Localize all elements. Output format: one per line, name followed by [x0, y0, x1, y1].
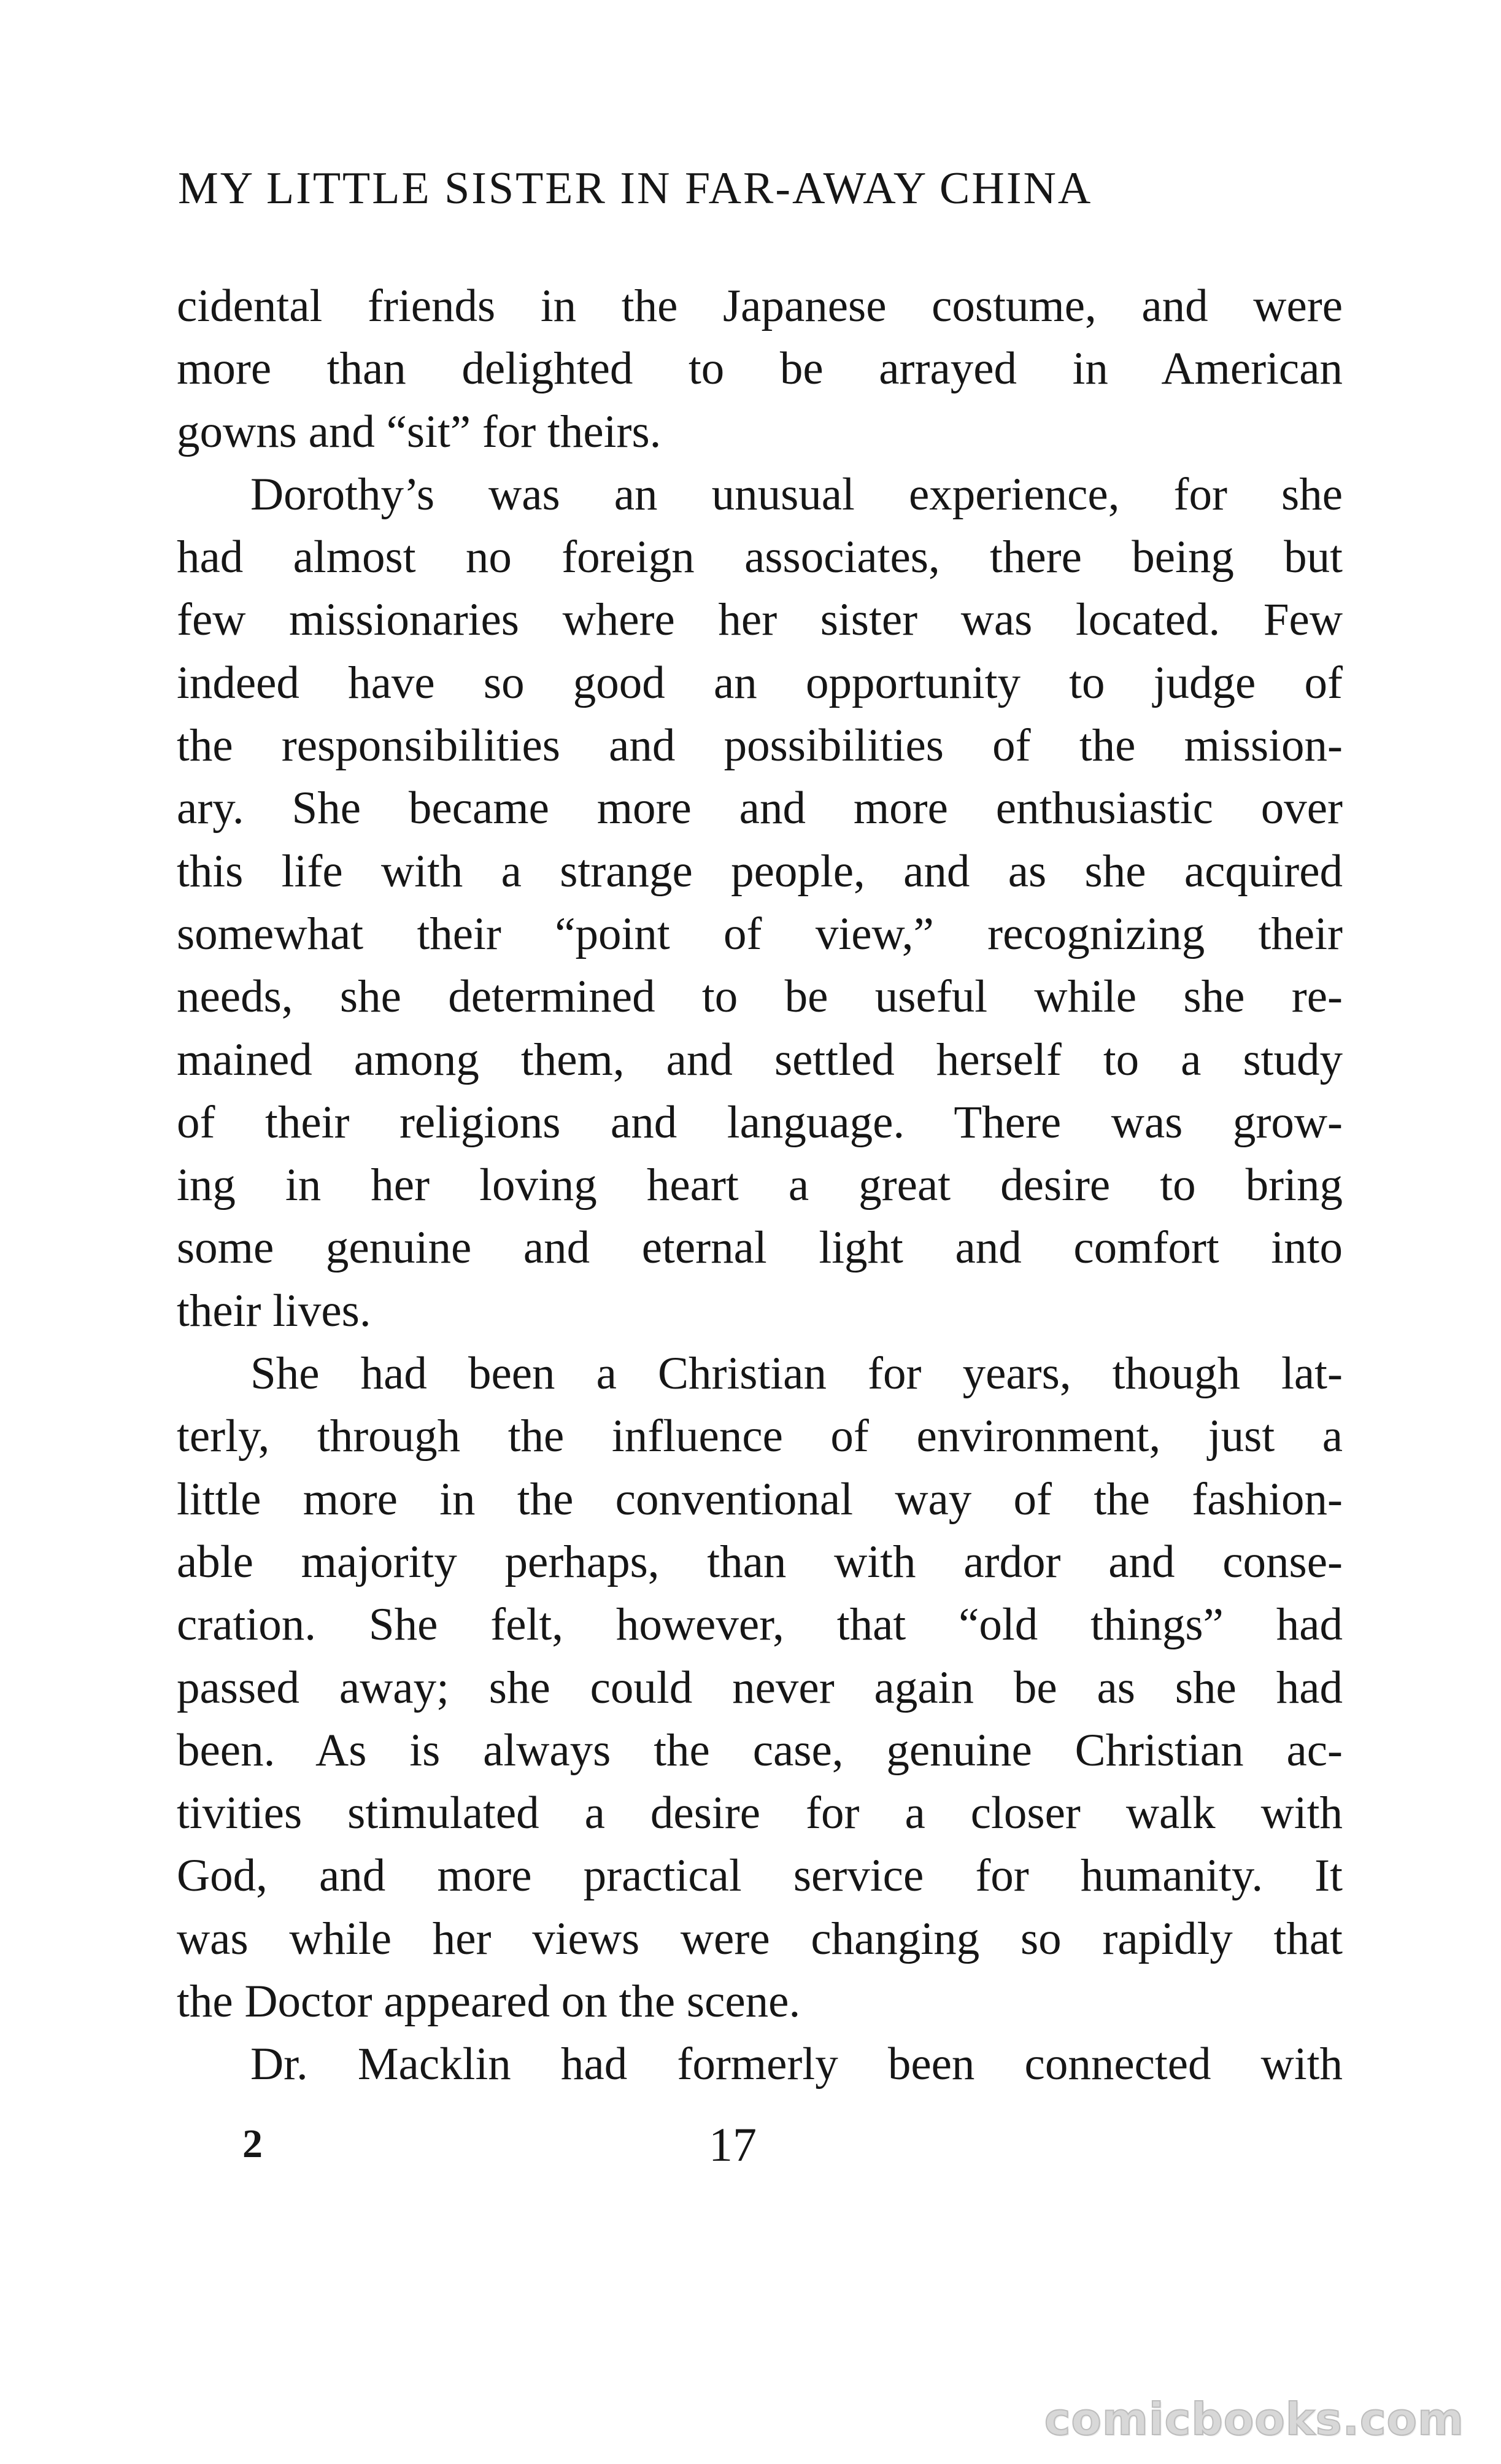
- text-line: few missionaries where her sister was located. Few: [177, 594, 1343, 646]
- text-line: indeed have so good an opportunity to judge of: [177, 657, 1343, 708]
- body-text: [177, 275, 1343, 2096]
- text-line: their lives.: [177, 1285, 371, 1336]
- paragraph-first-line: Dr. Macklin had formerly been connected with: [250, 2039, 1343, 2090]
- text-line: little more in the conventional way of the fashion-: [177, 1473, 1343, 1525]
- text-line: the responsibilities and possibilities of the mission-: [177, 720, 1343, 772]
- text-line: more than delighted to be arrayed in American: [177, 343, 1343, 395]
- text-line: passed away; she could never again be as she had: [177, 1662, 1343, 1713]
- text-line: ing in her loving heart a great desire to bring: [177, 1160, 1343, 1211]
- paragraph-first-line: She had been a Christian for years, though lat-: [250, 1348, 1343, 1400]
- text-line: had almost no foreign associates, there being but: [177, 532, 1343, 583]
- text-line: mained among them, and settled herself to a study: [177, 1034, 1343, 1085]
- text-line: able majority perhaps, than with ardor and conse-: [177, 1536, 1343, 1587]
- text-line: God, and more practical service for humanity. It: [177, 1850, 1343, 1902]
- signature-mark: 2: [242, 2121, 263, 2166]
- watermark: comicbooks.com: [1044, 2393, 1464, 2445]
- text-line: was while her views were changing so rapidly that: [177, 1913, 1343, 1964]
- running-head: MY LITTLE SISTER IN FAR-AWAY CHINA: [178, 163, 1093, 214]
- text-line: somewhat their “point of view,” recognizing their: [177, 908, 1343, 959]
- text-line: cidental friends in the Japanese costume, and were: [177, 281, 1343, 331]
- text-line: this life with a strange people, and as she acquired: [177, 845, 1343, 897]
- paragraph-first-line: Dorothy’s was an unusual experience, for she: [250, 468, 1343, 520]
- text-line: gowns and “sit” for theirs.: [177, 406, 662, 457]
- text-line: the Doctor appeared on the scene.: [177, 1976, 801, 2028]
- text-line: been. As is always the case, genuine Christian ac-: [177, 1724, 1343, 1776]
- text-line: some genuine and eternal light and comfort into: [177, 1222, 1343, 1274]
- text-line: ary. She became more and more enthusiastic over: [177, 783, 1343, 834]
- text-line: needs, she determined to be useful while she re-: [177, 971, 1343, 1023]
- text-line: tivities stimulated a desire for a closer walk with: [177, 1788, 1343, 1839]
- page-number: 17: [709, 2118, 757, 2171]
- text-line: of their religions and language. There was grow-: [177, 1096, 1343, 1148]
- text-line: terly, through the influence of environment, just a: [177, 1411, 1343, 1462]
- text-line: cration. She felt, however, that “old things” had: [177, 1599, 1343, 1651]
